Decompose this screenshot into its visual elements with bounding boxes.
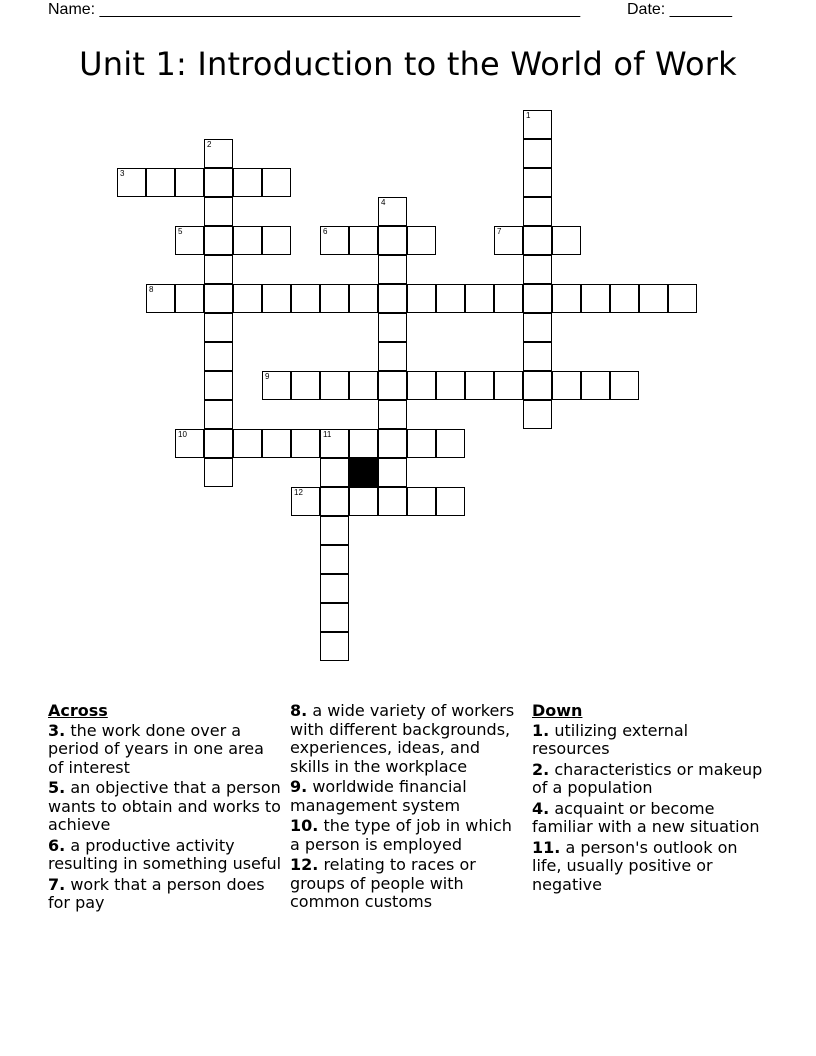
grid-cell[interactable] [378,371,407,400]
grid-cell[interactable] [262,168,291,197]
clue-number: 3. [48,720,66,740]
clue-text: acquaint or become familiar with a new situation [532,798,760,836]
grid-cell[interactable] [378,458,407,487]
grid-cell[interactable] [523,342,552,371]
clue-text: work that a person does for pay [48,874,265,912]
grid-cell[interactable] [610,284,639,313]
grid-cell[interactable] [175,226,204,255]
grid-cell[interactable] [291,371,320,400]
grid-cell[interactable] [320,458,349,487]
grid-cell[interactable] [523,197,552,226]
grid-cell[interactable] [291,284,320,313]
clue-across-12 [290,856,524,912]
grid-cell[interactable] [378,400,407,429]
clue-number: 7. [48,874,66,894]
grid-cell[interactable] [204,255,233,284]
clue-across-7 [48,876,284,913]
grid-cell[interactable] [378,429,407,458]
grid-cell[interactable] [552,371,581,400]
grid-cell[interactable] [146,168,175,197]
clue-across-10 [290,817,524,854]
grid-cell[interactable] [320,371,349,400]
grid-cell[interactable] [436,487,465,516]
grid-cell[interactable] [204,458,233,487]
clue-across-9 [290,778,524,815]
clue-number: 12. [290,855,319,874]
cell-number: 1 [526,111,531,120]
cell-number: 8 [149,285,154,294]
grid-cell[interactable] [204,284,233,313]
across-heading: Across [48,701,108,720]
grid-cell[interactable] [233,284,262,313]
grid-cell[interactable] [204,400,233,429]
grid-cell[interactable] [204,371,233,400]
grid-cell[interactable] [436,429,465,458]
grid-cell[interactable] [523,255,552,284]
grid-cell[interactable] [465,371,494,400]
name-field-label[interactable]: Name: ______________________________________________________ [48,1,581,18]
grid-cell[interactable] [523,226,552,255]
clue-down-1 [532,722,768,759]
grid-cell[interactable] [204,313,233,342]
clue-across-5 [48,779,284,835]
grid-cell[interactable] [320,603,349,632]
clue-number: 11. [532,837,561,857]
grid-cell[interactable] [378,226,407,255]
clue-text: the work done over a period of years in one area of interest [48,720,264,777]
grid-cell[interactable] [320,284,349,313]
cell-number: 12 [294,488,303,497]
clue-text: relating to races or groups of people with common customs [290,855,476,911]
grid-cell[interactable] [552,284,581,313]
grid-cell[interactable] [320,632,349,661]
across-clues-col-1 [48,702,284,915]
black-square [349,458,378,487]
grid-cell[interactable] [291,487,320,516]
grid-cell[interactable] [320,545,349,574]
grid-cell[interactable] [494,284,523,313]
grid-cell[interactable] [407,284,436,313]
grid-cell[interactable] [523,284,552,313]
clue-text: worldwide financial management system [290,777,467,815]
grid-cell[interactable] [262,226,291,255]
grid-cell[interactable] [204,139,233,168]
grid-cell[interactable] [175,168,204,197]
grid-cell[interactable] [262,371,291,400]
grid-cell[interactable] [407,429,436,458]
clue-across-3 [48,722,284,778]
grid-cell[interactable] [378,197,407,226]
grid-cell[interactable] [494,226,523,255]
clue-text: the type of job in which a person is employed [290,816,512,854]
date-field-label[interactable]: Date: _______ [627,1,732,18]
cell-number: 6 [323,227,328,236]
grid-cell[interactable] [320,574,349,603]
grid-cell[interactable] [407,371,436,400]
clue-across-8 [290,702,524,776]
grid-cell[interactable] [378,255,407,284]
grid-cell[interactable] [523,371,552,400]
grid-cell[interactable] [204,168,233,197]
cell-number: 4 [381,198,386,207]
clue-down-11 [532,839,768,895]
grid-cell[interactable] [407,487,436,516]
grid-cell[interactable] [320,429,349,458]
down-clues-col [532,702,768,896]
grid-cell[interactable] [378,342,407,371]
grid-cell[interactable] [523,110,552,139]
grid-cell[interactable] [349,429,378,458]
clue-number: 8. [290,701,308,720]
clue-number: 9. [290,777,308,796]
cell-number: 5 [178,227,183,236]
grid-cell[interactable] [204,197,233,226]
grid-cell[interactable] [349,487,378,516]
grid-cell[interactable] [552,226,581,255]
cell-number: 10 [178,430,187,439]
grid-cell[interactable] [320,226,349,255]
grid-cell[interactable] [320,487,349,516]
cell-number: 3 [120,169,125,178]
clue-number: 1. [532,720,550,740]
grid-cell[interactable] [146,284,175,313]
grid-cell[interactable] [523,313,552,342]
down-heading: Down [532,701,583,720]
grid-cell[interactable] [233,168,262,197]
grid-cell[interactable] [320,516,349,545]
clue-number: 10. [290,816,319,835]
grid-cell[interactable] [233,429,262,458]
grid-cell[interactable] [639,284,668,313]
grid-cell[interactable] [523,139,552,168]
clue-text: a wide variety of workers with different backgrounds, experiences, ideas, and skills in the workplace [290,701,515,776]
grid-cell[interactable] [610,371,639,400]
clue-number: 6. [48,835,66,855]
grid-cell[interactable] [523,168,552,197]
grid-cell[interactable] [378,284,407,313]
clue-text: a productive activity resulting in something useful [48,835,282,873]
clue-text: a person's outlook on life, usually positive or negative [532,837,738,894]
clue-text: characteristics or makeup of a population [532,759,763,797]
clue-down-2 [532,761,768,798]
grid-cell[interactable] [349,226,378,255]
grid-cell[interactable] [378,313,407,342]
cell-number: 11 [323,430,332,439]
grid-cell[interactable] [349,371,378,400]
grid-cell[interactable] [465,284,494,313]
grid-cell[interactable] [349,284,378,313]
grid-cell[interactable] [262,429,291,458]
grid-cell[interactable] [494,371,523,400]
grid-cell[interactable] [407,226,436,255]
grid-cell[interactable] [581,284,610,313]
clue-down-4 [532,800,768,837]
grid-cell[interactable] [581,371,610,400]
grid-cell[interactable] [668,284,697,313]
clue-text: utilizing external resources [532,720,689,758]
grid-cell[interactable] [262,284,291,313]
grid-cell[interactable] [204,342,233,371]
clue-across-6 [48,837,284,874]
cell-number: 9 [265,372,270,381]
grid-cell[interactable] [117,168,146,197]
page-title: Unit 1: Introduction to the World of Work [79,45,737,83]
grid-cell[interactable] [436,284,465,313]
cell-number: 2 [207,140,212,149]
clue-number: 4. [532,798,550,818]
grid-cell[interactable] [436,371,465,400]
grid-cell[interactable] [204,226,233,255]
grid-cell[interactable] [291,429,320,458]
clue-number: 2. [532,759,550,779]
clue-text: an objective that a person wants to obtain and works to achieve [48,778,281,834]
grid-cell[interactable] [378,487,407,516]
grid-cell[interactable] [175,429,204,458]
grid-cell[interactable] [175,284,204,313]
grid-cell[interactable] [523,400,552,429]
grid-cell[interactable] [233,226,262,255]
cell-number: 7 [497,227,502,236]
grid-cell[interactable] [204,429,233,458]
clue-number: 5. [48,778,66,797]
across-clues-col-2 [290,702,524,914]
